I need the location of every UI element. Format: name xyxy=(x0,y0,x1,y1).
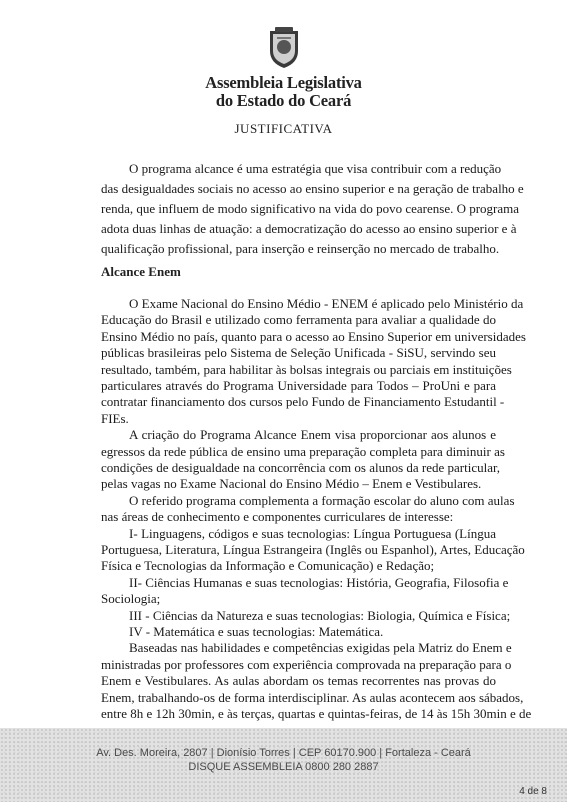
body-line: Enem, trabalhando-os de forma interdisciplinar. As aulas acontecem aos sábados, xyxy=(101,689,524,705)
org-name-line2: do Estado do Ceará xyxy=(215,91,352,110)
page-number: 4 de 8 xyxy=(519,786,547,797)
footer-phone: DISQUE ASSEMBLEIA 0800 280 2887 xyxy=(188,761,379,773)
body-line: públicas brasileiras pelo Sistema de Seleção Unificada - SiSU, servindo seu xyxy=(101,345,496,361)
body-line: Física e Tecnologias da Informação e Comunicação) e Redação; xyxy=(101,558,435,574)
body-line: Ensino Médio no país, quanto para o acesso ao Ensino Superior em universidades xyxy=(101,328,526,344)
page-heading: JUSTIFICATIVA xyxy=(234,121,333,136)
intro-line: qualificação profissional, para inserção e reinserção no mercado de trabalho. xyxy=(101,241,500,256)
body-line: ministradas por professores com experiência comprovada na preparação para o xyxy=(101,656,512,672)
page-footer xyxy=(0,728,567,802)
body-line: III - Ciências da Natureza e suas tecnologias: Biologia, Química e Física; xyxy=(129,607,511,623)
coat-of-arms-icon xyxy=(266,25,302,69)
body-line: resultado, também, para habilitar às bolsas integrais ou parciais em instituições xyxy=(101,361,512,377)
intro-line: renda, que influem de modo significativo na vida do povo cearense. O programa xyxy=(101,201,520,216)
body-line: A criação do Programa Alcance Enem visa proporcionar aos alunos e xyxy=(129,427,496,443)
body-line: O Exame Nacional do Ensino Médio - ENEM é aplicado pelo Ministério da xyxy=(129,296,524,311)
body-line: Baseadas nas habilidades e competências exigidas pela Matriz do Enem e xyxy=(129,640,512,656)
body-line: condições de desigualdade na concorrência com os alunos da rede particular, xyxy=(101,460,501,475)
body-line: I- Linguagens, códigos e suas tecnologias: Língua Portuguesa (Língua xyxy=(129,525,496,541)
body-line: nas áreas de conhecimento e componentes curriculares de interesse: xyxy=(101,509,454,525)
body-line: particulares através do Programa Universidade para Todos – ProUni e para xyxy=(101,378,496,393)
footer-address: Av. Des. Moreira, 2807 | Dionísio Torres | CEP 60170.900 | Fortaleza - Ceará xyxy=(96,747,471,759)
body-line: entre 8h e 12h 30min, e às terças, quartas e quintas-feiras, de 14 às 15h 30min e de xyxy=(101,706,532,721)
body-line: Enem e Vestibulares. As aulas abordam os temas recorrentes nas provas do xyxy=(101,673,496,689)
body-line: Educação do Brasil e utilizado como ferramenta para avaliar a qualidade do xyxy=(101,312,496,328)
intro-line: O programa alcance é uma estratégia que visa contribuir com a redução xyxy=(129,161,502,176)
body-line: IV - Matemática e suas tecnologias: Matemática. xyxy=(129,624,384,639)
org-name-line1: Assembleia Legislativa xyxy=(205,73,362,92)
intro-line: adota duas linhas de atuação: a democratização do acesso ao ensino superior e à xyxy=(101,221,517,236)
section-title: Alcance Enem xyxy=(101,264,181,279)
body-line: Sociologia; xyxy=(101,591,161,607)
body-line: egressos da rede pública de ensino uma preparação completa para diminuir as xyxy=(101,443,505,459)
intro-line: das desigualdades sociais no acesso ao ensino superior e na geração de trabalho e xyxy=(101,181,524,196)
body-line: II- Ciências Humanas e suas tecnologias: História, Geografia, Filosofia e xyxy=(129,574,509,590)
body-line: FIEs. xyxy=(101,410,129,426)
body-line: contratar financiamento dos cursos pelo Fundo de Financiamento Estudantil - xyxy=(101,394,505,410)
body-line: O referido programa complementa a formação escolar do aluno com aulas xyxy=(129,492,515,508)
body-line: pelas vagas no Exame Nacional do Ensino Médio – Enem e Vestibulares. xyxy=(101,476,482,492)
body-line: Portuguesa, Literatura, Língua Estrangeira (Inglês ou Espanhol), Artes, Educação xyxy=(101,542,525,557)
